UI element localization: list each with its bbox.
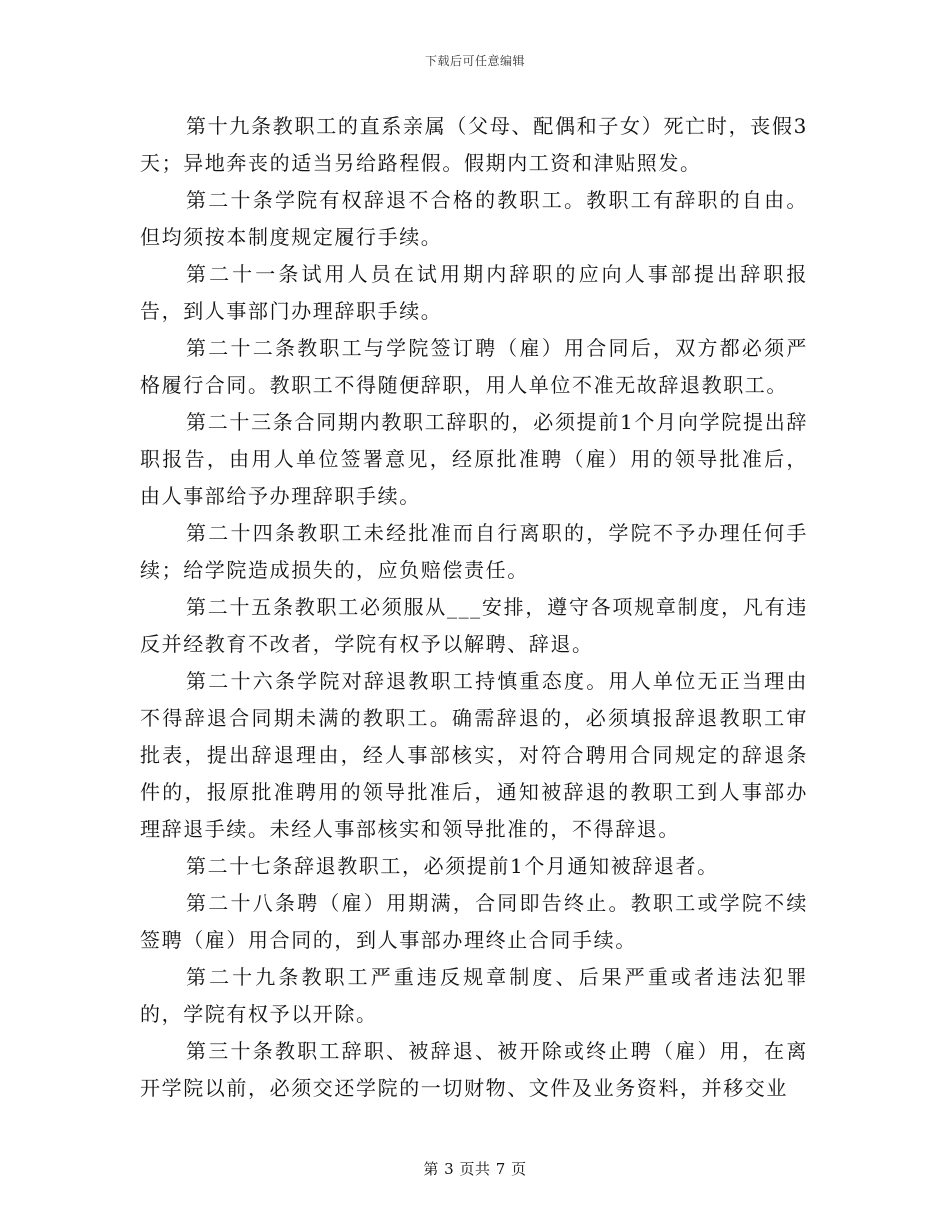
article-27: 第二十七条辞退教职工，必须提前1个月通知被辞退者。 — [186, 854, 719, 878]
page-footer: 第 3 页共 7 页 — [423, 1160, 527, 1178]
article-22: 第二十二条教职工与学院签订聘（雇）用合同后，双方都必须严格履行合同。教职工不得随便辞职，用人单位不准无故辞退教职工。 — [140, 336, 808, 397]
article-19: 第十九条教职工的直系亲属（父母、配偶和子女）死亡时，丧假3天；异地奔丧的适当另给路程假。假期内工资和津贴照发。 — [140, 114, 808, 175]
article-25: 第二十五条教职工必须服从___安排，遵守各项规章制度，凡有违反并经教育不改者，学院有权予以解聘、辞退。 — [140, 595, 808, 656]
article-30: 第三十条教职工辞职、被辞退、被开除或终止聘（雇）用，在离开学院以前，必须交还学院的一切财物、文件及业务资料，并移交业 — [140, 1039, 808, 1100]
article-21: 第二十一条试用人员在试用期内辞职的应向人事部提出辞职报告，到人事部门办理辞职手续。 — [140, 262, 808, 323]
article-29: 第二十九条教职工严重违反规章制度、后果严重或者违法犯罪的，学院有权予以开除。 — [140, 965, 808, 1026]
page-header: 下载后可任意编辑 — [424, 54, 525, 68]
document-body — [140, 108, 808, 1107]
article-28: 第二十八条聘（雇）用期满，合同即告终止。教职工或学院不续签聘（雇）用合同的，到人事部办理终止合同手续。 — [140, 891, 808, 952]
article-23: 第二十三条合同期内教职工辞职的，必须提前1个月向学院提出辞职报告，由用人单位签署意见，经原批准聘（雇）用的领导批准后，由人事部给予办理辞职手续。 — [140, 410, 808, 508]
article-20: 第二十条学院有权辞退不合格的教职工。教职工有辞职的自由。但均须按本制度规定履行手续。 — [140, 188, 808, 249]
article-24: 第二十四条教职工未经批准而自行离职的，学院不予办理任何手续；给学院造成损失的，应负赔偿责任。 — [140, 521, 808, 582]
article-26: 第二十六条学院对辞退教职工持慎重态度。用人单位无正当理由不得辞退合同期未满的教职工。确需辞退的，必须填报辞退教职工审批表，提出辞退理由，经人事部核实，对符合聘用合同规定的辞退条件的，报原批准聘用的领导批准后，通知被辞退的教职工到人事部办理辞退手续。未经人事部核实和领导批准的，不得辞退。 — [140, 669, 808, 841]
